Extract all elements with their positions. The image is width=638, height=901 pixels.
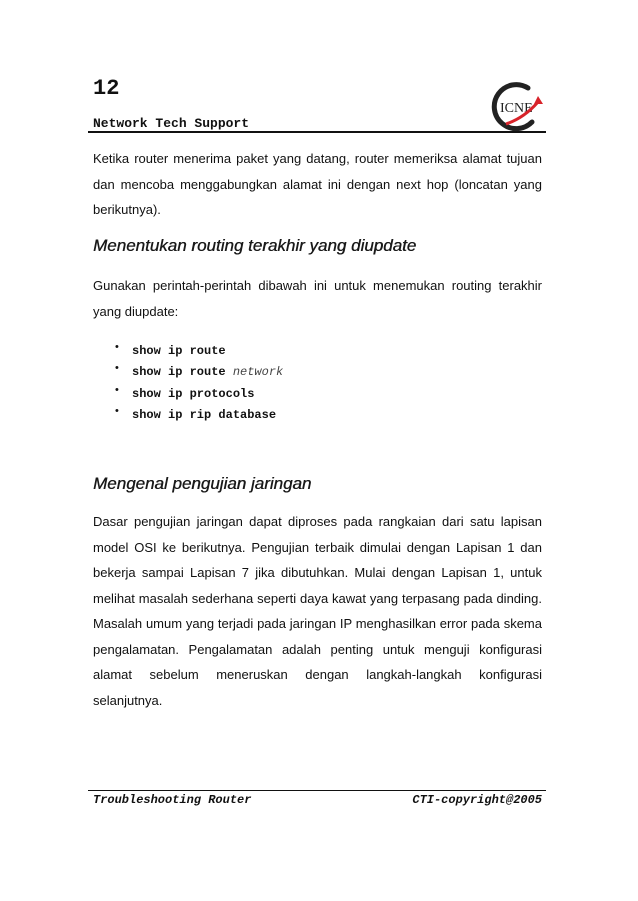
footer-right: CTI-copyright@2005 <box>412 793 542 807</box>
section-heading-routing: Menentukan routing terakhir yang diupdate <box>93 236 417 255</box>
section-testing-paragraph: Dasar pengujian jaringan dapat diproses pada rangkaian dari satu lapisan model OSI ke berikutnya. Pengujian terbaik dimulai dengan Lapisan 1 dan bekerja sampai Lapisan 7 jika dibutuhkan. Mulai dengan Lapisan 1, untuk melihat masalah sederhana seperti daya kawat yang terpasang pada dinding. Masalah umum yang terjadi pada jaringan IP menghasilkan error pada skema pengalamatan. Pengalamatan adalah penting untuk menguji konfigurasi alamat sebelum meneruskan dengan langkah-langkah konfigurasi selanjutnya. <box>93 514 542 708</box>
section-routing-paragraph: Gunakan perintah-perintah dibawah ini untuk menemukan routing terakhir yang diupdate: <box>93 278 542 319</box>
footer-left: Troubleshooting Router <box>93 793 252 807</box>
header-rule <box>88 131 546 133</box>
command-item <box>115 384 283 405</box>
bullet: • <box>115 383 119 396</box>
logo-text: ICNE <box>500 101 533 116</box>
running-title: Network Tech Support <box>93 116 250 131</box>
bullet: • <box>115 362 119 375</box>
command-text: show ip route <box>132 365 226 380</box>
command-item <box>115 362 283 383</box>
page-number: 12 <box>93 76 120 101</box>
command-text: show ip route <box>132 344 226 358</box>
bullet: • <box>115 341 119 353</box>
command-item <box>115 341 283 362</box>
bullet: • <box>115 404 119 417</box>
command-item <box>115 405 283 426</box>
command-text: show ip rip database <box>132 407 277 422</box>
footer-rule <box>88 790 546 791</box>
icne-logo <box>488 80 544 132</box>
intro-paragraph: Ketika router menerima paket yang datang, router memeriksa alamat tujuan dan mencoba menggabungkan alamat ini dengan next hop (loncatan yang berikutnya). <box>93 151 542 217</box>
command-text: show ip protocols <box>132 386 255 401</box>
command-argument: network <box>232 365 284 380</box>
command-list <box>115 341 283 426</box>
section-heading-testing: Mengenal pengujian jaringan <box>93 474 312 493</box>
